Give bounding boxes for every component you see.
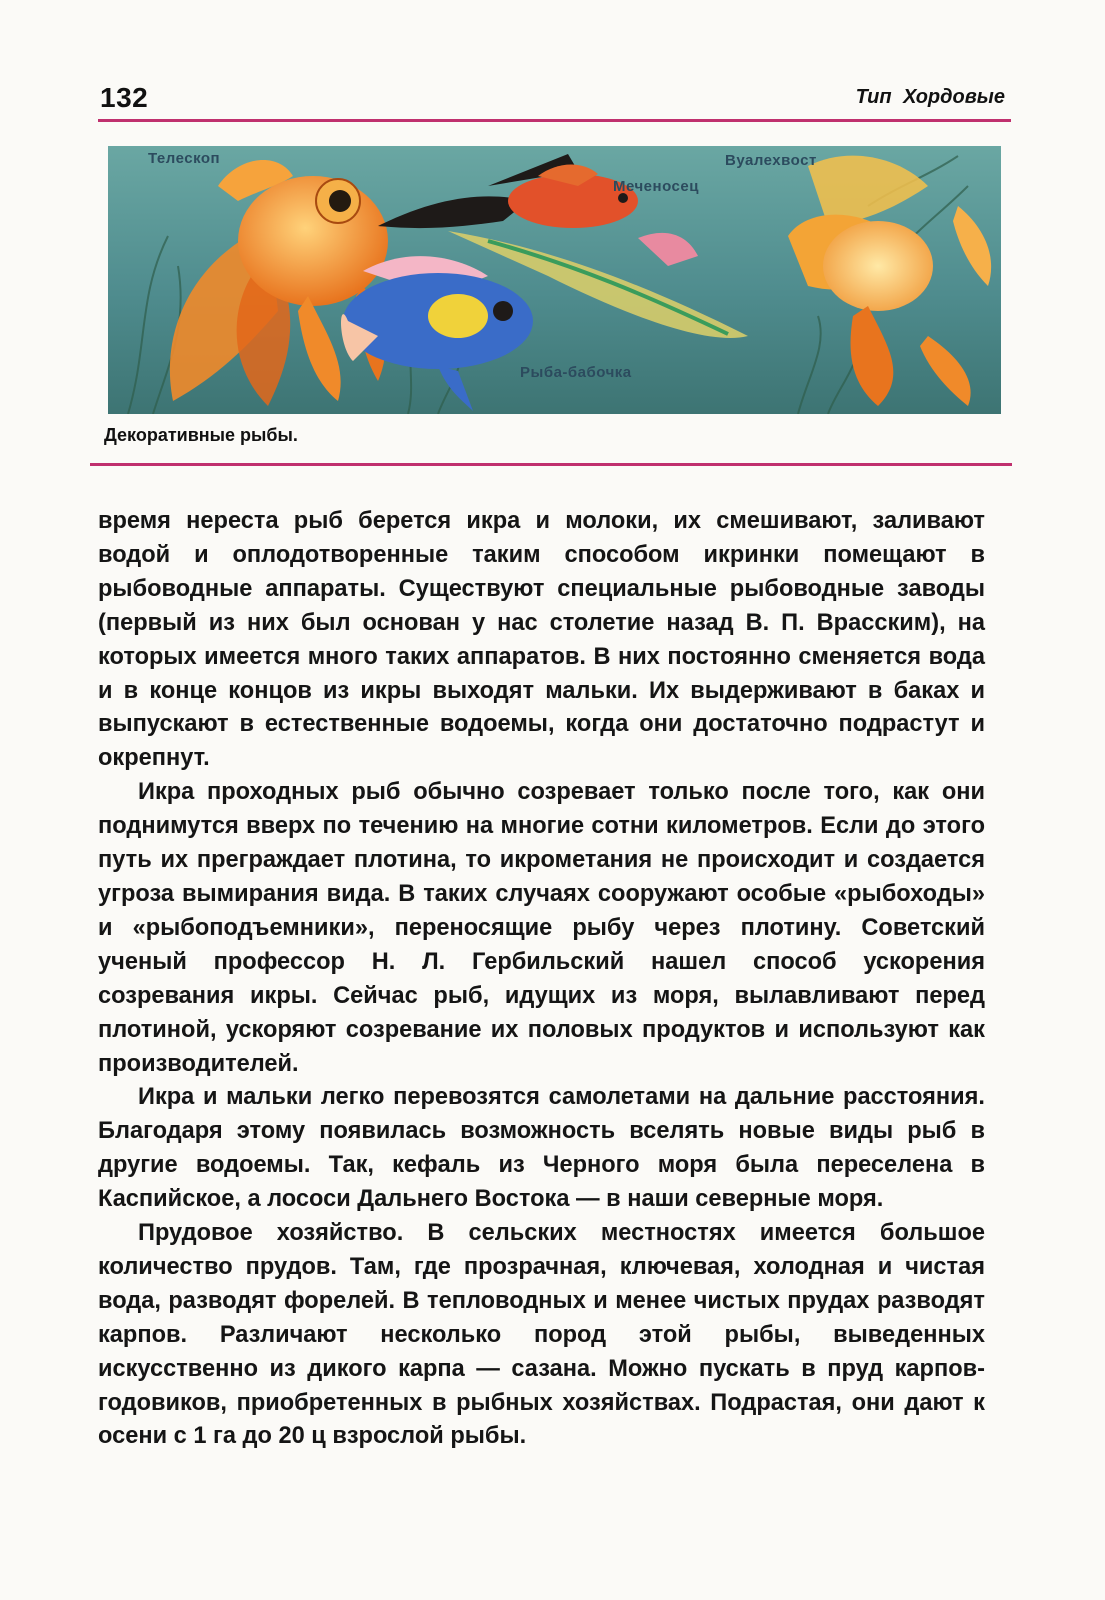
- figure-decorative-fish: [108, 146, 1001, 414]
- paragraph-2: Икра проходных рыб обычно созревает только после того, как они поднимутся вверх по течению на многие сотни километров. Если до этого путь их преграждает плотина, то икрометания не происходит и создается угроза вымирания вида. В таких случаях сооружают особые «рыбоходы» и «рыбоподъемники», переносящие рыбу через плотину. Советский ученый профессор Н. Л. Гербильский нашел способ ускорения созревания икры. Сейчас рыб, идущих из моря, вылавливают перед плотиной, ускоряют созревание их половых продуктов и используют как производителей.: [98, 779, 985, 1077]
- paragraph-3: Икра и мальки легко перевозятся самолетами на дальние расстояния. Благодаря этому появилась возможность вселять новые виды рыб в другие водоемы. Так, кефаль из Черного моря была переселена в Каспийское, а лососи Дальнего Востока — в наши северные моря.: [98, 1084, 985, 1213]
- label-swordtail: Меченосец: [613, 178, 699, 195]
- label-telescope: Телескоп: [148, 150, 221, 167]
- caption-rule: [90, 463, 1012, 466]
- figure-caption: Декоративные рыбы.: [104, 425, 298, 445]
- label-butterfly-fish: Рыба-бабочка: [520, 364, 632, 381]
- section-heading-pond-farming: Прудовое хозяйство.: [138, 1220, 404, 1247]
- body-text: [98, 505, 985, 1454]
- paragraph-4: [98, 1217, 985, 1454]
- page-number: 132: [100, 82, 149, 113]
- paragraph-4-text: В сельских местностях имеется большое количество прудов. Там, где прозрачная, ключевая, холодная и чистая вода, разводят форелей. В тепловодных и менее чистых прудах разводят карпов. Различают несколько пород этой рыбы, выведенных искусственно из дикого карпа — сазана. Можно пускать в пруд карпов-годовиков, приобретенных в рыбных хозяйствах. Подрастая, они дают к осени с 1 га до 20 ц взрослой рыбы.: [98, 1220, 985, 1450]
- label-veiltail: Вуалехвост: [725, 152, 817, 169]
- header-rule: [98, 119, 1011, 122]
- running-title: Тип Хордовые: [855, 86, 1005, 108]
- paragraph-1: время нереста рыб берется икра и молоки, их смешивают, заливают водой и оплодотворенные таким способом икринки помещают в рыбоводные аппараты. Существуют специальные рыбоводные заводы (первый из них был основан у нас столетие назад В. П. Врасским), на которых имеется много таких аппаратов. В них постоянно сменяется вода и в конце концов из икры выходят мальки. Их выдерживают в баках и выпускают в естественные водоемы, когда они достаточно подрастут и окрепнут.: [98, 508, 985, 772]
